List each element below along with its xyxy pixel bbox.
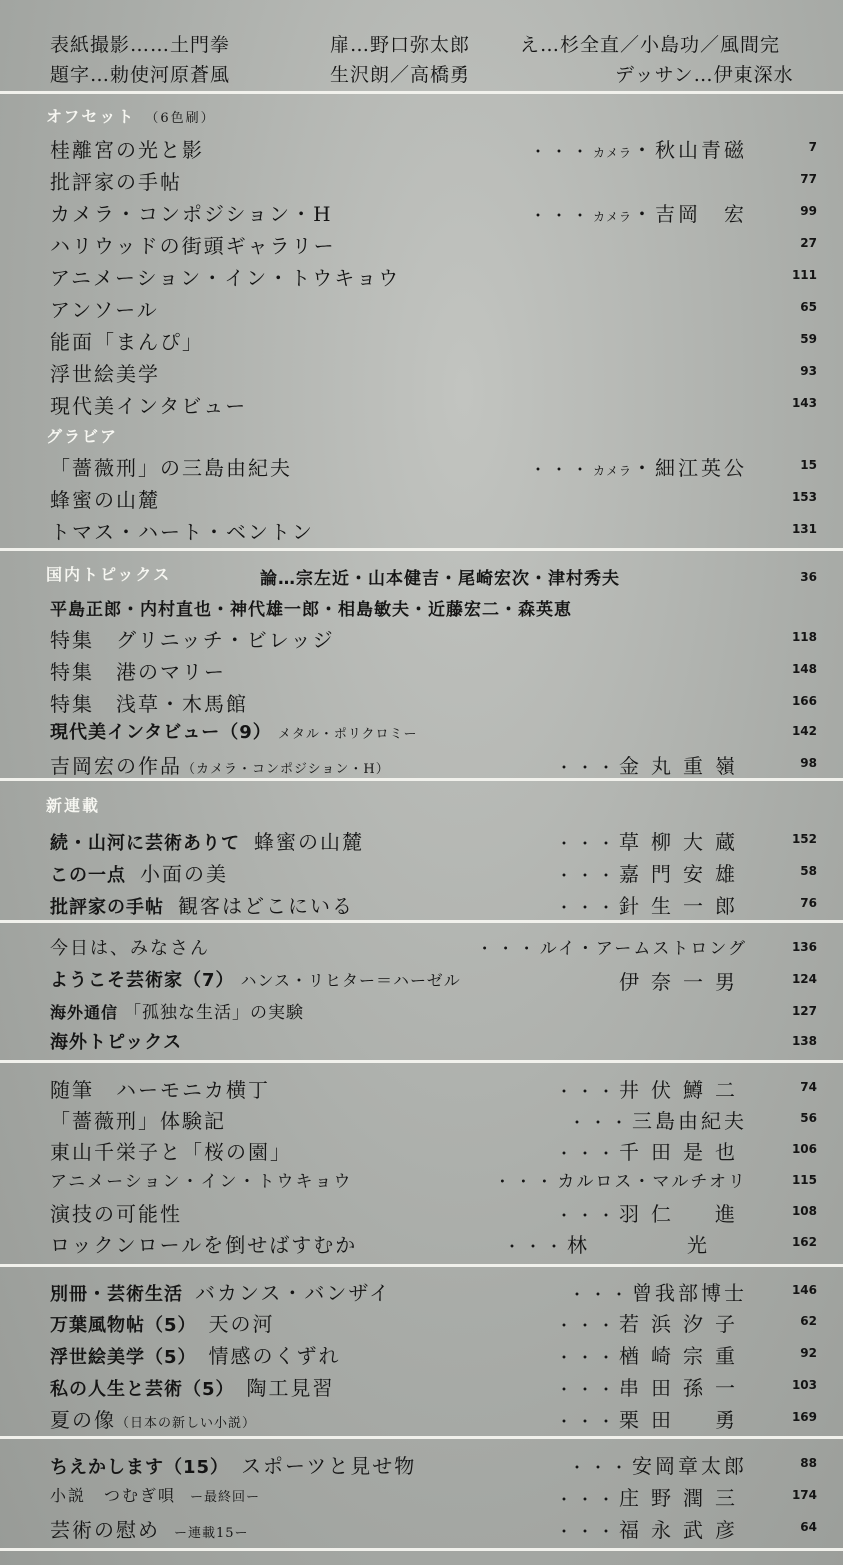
entry-author: ・・・福永武彦: [555, 1518, 747, 1542]
entry-author: ・・・千田是也: [555, 1140, 747, 1164]
entry-title: 夏の像（日本の新しい小説）: [50, 1408, 257, 1432]
toc-entry[interactable]: [0, 622, 843, 654]
commentators-line: 論…宗左近・山本健吉・尾崎宏次・津村秀夫: [260, 569, 620, 589]
entry-title: 浮世絵美学（5） 情感のくずれ: [50, 1344, 341, 1368]
entry-title: 「薔薇刑」体験記: [50, 1109, 226, 1133]
illustration-credit: え…杉全直／小島功／風間完: [520, 34, 781, 56]
toc-entry[interactable]: [0, 260, 843, 292]
entry-title: 「薔薇刑」の三島由紀夫: [50, 456, 292, 480]
entry-page: 59: [800, 332, 817, 346]
entry-title: ハリウッドの街頭ギャラリー: [50, 234, 336, 258]
toc-entry[interactable]: [0, 356, 843, 388]
toc-entry[interactable]: [0, 1512, 843, 1544]
entry-author: ・・・栗田 勇: [555, 1408, 747, 1432]
toc-entry[interactable]: [0, 1196, 843, 1228]
entry-author: ・・・若浜汐子: [555, 1312, 747, 1336]
entry-page: 36: [800, 570, 817, 584]
section-label-gravure: グラビア: [46, 427, 119, 446]
entry-page: 62: [800, 1314, 817, 1328]
entry-author: ・・・安岡章太郎: [568, 1454, 747, 1478]
toc-entry[interactable]: [0, 716, 843, 748]
entry-author: ・・・カメラ・細江英公: [529, 456, 747, 480]
entry-title: 続・山河に芸術ありて 蜂蜜の山麓: [50, 830, 364, 854]
section-divider: [0, 1060, 843, 1063]
entry-author: ・・・三島由紀夫: [568, 1109, 747, 1133]
entry-page: 127: [791, 1004, 817, 1018]
entry-title: 批評家の手帖 観客はどこにいる: [50, 894, 354, 918]
toc-entry[interactable]: [0, 856, 843, 888]
section-divider: [0, 778, 843, 781]
dessin-credit: デッサン…伊東深水: [615, 64, 794, 86]
entry-page: 76: [800, 896, 817, 910]
entry-title: ちえかします（15） スポーツと見せ物: [50, 1454, 417, 1478]
entry-title: 特集 グリニッチ・ビレッジ: [50, 628, 335, 652]
toc-entry[interactable]: [0, 196, 843, 228]
toc-entry[interactable]: [0, 1026, 843, 1058]
entry-title: 能面「まんぴ」: [50, 330, 204, 354]
entry-title: 批評家の手帖: [50, 170, 182, 194]
entry-title: 演技の可能性: [50, 1202, 182, 1226]
entry-page: 136: [791, 940, 817, 954]
toc-entry[interactable]: [0, 1072, 843, 1104]
section-divider: [0, 920, 843, 923]
entry-page: 169: [791, 1410, 817, 1424]
entry-title: 随筆 ハーモニカ横丁: [50, 1078, 270, 1102]
entry-title: ようこそ芸術家（7） ハンス・リヒター＝ハーゼル: [50, 970, 461, 991]
entry-page: 166: [791, 694, 817, 708]
entry-page: 56: [800, 1111, 817, 1125]
entry-author: ・・・楢崎宗重: [555, 1344, 747, 1368]
entry-page: 124: [791, 972, 817, 986]
entry-title: 特集 港のマリー: [50, 660, 226, 684]
toc-entry[interactable]: [0, 654, 843, 686]
entry-page: 64: [800, 1520, 817, 1534]
toc-entry[interactable]: [0, 324, 843, 356]
entry-page: 148: [791, 662, 817, 676]
entry-title: ロックンロールを倒せばすむか: [50, 1233, 358, 1257]
door-credit: 扉…野口弥太郎: [330, 34, 471, 56]
entry-author: ・・・針生一郎: [555, 894, 747, 918]
entry-page: 153: [791, 490, 817, 504]
toc-entry[interactable]: [0, 1227, 843, 1259]
entry-title: トマス・ハート・ベントン: [50, 520, 314, 544]
toc-entry[interactable]: [0, 1165, 843, 1197]
entry-page: 27: [800, 236, 817, 250]
entry-page: 131: [791, 522, 817, 536]
entry-author: ・・・金丸重嶺: [555, 754, 747, 778]
entry-author: ・・・庄野潤三: [555, 1486, 747, 1510]
cover-photo-credit: 表紙撮影……土門拳: [50, 34, 231, 56]
section-divider: [0, 548, 843, 551]
toc-entry[interactable]: [0, 482, 843, 514]
entry-author: ・・・カメラ・吉岡 宏: [529, 202, 747, 226]
entry-title: アニメーション・イン・トウキョウ: [50, 266, 401, 290]
entry-title: アンソール: [50, 298, 159, 322]
toc-entry[interactable]: [0, 228, 843, 260]
toc-entry[interactable]: [0, 1103, 843, 1135]
entry-title: 桂離宮の光と影: [50, 138, 204, 162]
entry-page: 142: [791, 724, 817, 738]
credits-block: [0, 0, 843, 92]
entry-title: 私の人生と芸術（5） 陶工見習: [50, 1376, 335, 1400]
toc-entry[interactable]: [0, 996, 843, 1028]
entry-title: アニメーション・イン・トウキョウ: [50, 1172, 353, 1192]
entry-title: 別冊・芸術生活 バカンス・バンザイ: [50, 1281, 391, 1305]
entry-author: ・・・カメラ・秋山青磁: [529, 138, 747, 162]
entry-page: 174: [791, 1488, 817, 1502]
entry-page: 74: [800, 1080, 817, 1094]
entry-page: 118: [791, 630, 817, 644]
title-lettering-credit: 題字…勅使河原蒼風: [50, 64, 231, 86]
toc-entry[interactable]: [0, 164, 843, 196]
entry-page: 162: [791, 1235, 817, 1249]
toc-entry[interactable]: [0, 388, 843, 420]
toc-entry[interactable]: [0, 1134, 843, 1166]
entry-author: ・・・串田孫一: [555, 1376, 747, 1400]
entry-page: 146: [791, 1283, 817, 1297]
entry-title: 東山千栄子と「桜の園」: [50, 1140, 292, 1164]
toc-entry[interactable]: [0, 1370, 843, 1402]
toc-entry[interactable]: [0, 964, 843, 996]
entry-page: 15: [800, 458, 817, 472]
entry-page: 103: [791, 1378, 817, 1392]
entry-title: 吉岡宏の作品（カメラ・コンポジション・H）: [50, 754, 390, 778]
entry-author: ・・・嘉門安雄: [555, 862, 747, 886]
entry-title: 芸術の慰め ー連載15ー: [50, 1518, 249, 1542]
toc-entry[interactable]: [0, 686, 843, 718]
entry-page: 106: [791, 1142, 817, 1156]
section-divider: [0, 1264, 843, 1267]
toc-entry[interactable]: [0, 932, 843, 964]
entry-author: 伊奈一男: [619, 970, 747, 994]
toc-entry[interactable]: [0, 132, 843, 164]
entry-page: 7: [808, 140, 817, 154]
entry-author: ・・・ルイ・アームストロング: [476, 939, 747, 959]
toc-entry[interactable]: [0, 1402, 843, 1434]
toc-entry[interactable]: [0, 1306, 843, 1338]
entry-author: ・・・草柳大蔵: [555, 830, 747, 854]
section-divider: [0, 1548, 843, 1551]
entry-page: 108: [791, 1204, 817, 1218]
entry-title: 浮世絵美学: [50, 362, 160, 386]
entry-page: 98: [800, 756, 817, 770]
section-label-offset: オフセット （6色刷）: [46, 107, 216, 126]
entry-author: ・・・カルロス・マルチオリ: [494, 1172, 747, 1192]
toc-entry[interactable]: [0, 292, 843, 324]
section-label-domestic-topics: 国内トピックス: [46, 565, 172, 584]
toc-entry[interactable]: [0, 1448, 843, 1480]
entry-author: ・・・井伏鱒二: [555, 1078, 747, 1102]
toc-entry[interactable]: [0, 450, 843, 482]
entry-title: 現代美インタビュー: [50, 394, 248, 418]
toc-entry[interactable]: [0, 1275, 843, 1307]
toc-entry[interactable]: [0, 514, 843, 546]
entry-title: 万葉風物帖（5） 天の河: [50, 1312, 275, 1336]
entry-page: 77: [800, 172, 817, 186]
entry-title: この一点 小面の美: [50, 862, 228, 886]
entry-author: ・・・曾我部博士: [568, 1281, 747, 1305]
toc-entry[interactable]: [0, 1338, 843, 1370]
toc-entry[interactable]: [0, 824, 843, 856]
section-divider: [0, 91, 843, 94]
toc-entry[interactable]: [0, 1480, 843, 1512]
entry-title: 海外トピックス: [50, 1032, 183, 1053]
entry-page: 143: [791, 396, 817, 410]
section-divider: [0, 1436, 843, 1439]
entry-page: 58: [800, 864, 817, 878]
section-note: （6色刷）: [145, 111, 216, 126]
entry-page: 115: [791, 1173, 817, 1187]
entry-author: ・・・羽仁 進: [555, 1202, 747, 1226]
entry-page: 88: [800, 1456, 817, 1470]
door-credit-2: 生沢朗／高橋勇: [330, 64, 471, 86]
entry-title: 今日は、みなさん: [50, 938, 210, 959]
entry-title: 蜂蜜の山麓: [50, 488, 160, 512]
entry-page: 138: [791, 1034, 817, 1048]
entry-page: 92: [800, 1346, 817, 1360]
entry-title: 現代美インタビュー（9） メタル・ポリクロミー: [50, 722, 418, 743]
entry-page: 93: [800, 364, 817, 378]
section-label-new-series: 新連載: [46, 796, 101, 815]
entry-title: 特集 浅草・木馬館: [50, 692, 248, 716]
toc-entry[interactable]: [0, 748, 843, 780]
entry-page: 99: [800, 204, 817, 218]
toc-entry[interactable]: [0, 888, 843, 920]
entry-page: 152: [791, 832, 817, 846]
entry-page: 111: [791, 268, 817, 282]
commentators-line-2: 平島正郎・内村直也・神代雄一郎・相島敏夫・近藤宏二・森英恵: [50, 600, 572, 620]
entry-author: ・・・林 光: [503, 1233, 747, 1257]
entry-title: カメラ・コンポジション・H: [50, 202, 333, 226]
entry-title: 小説 つむぎ唄 ー最終回ー: [50, 1486, 261, 1505]
entry-page: 65: [800, 300, 817, 314]
entry-title: 海外通信 「孤独な生活」の実験: [50, 1003, 305, 1023]
